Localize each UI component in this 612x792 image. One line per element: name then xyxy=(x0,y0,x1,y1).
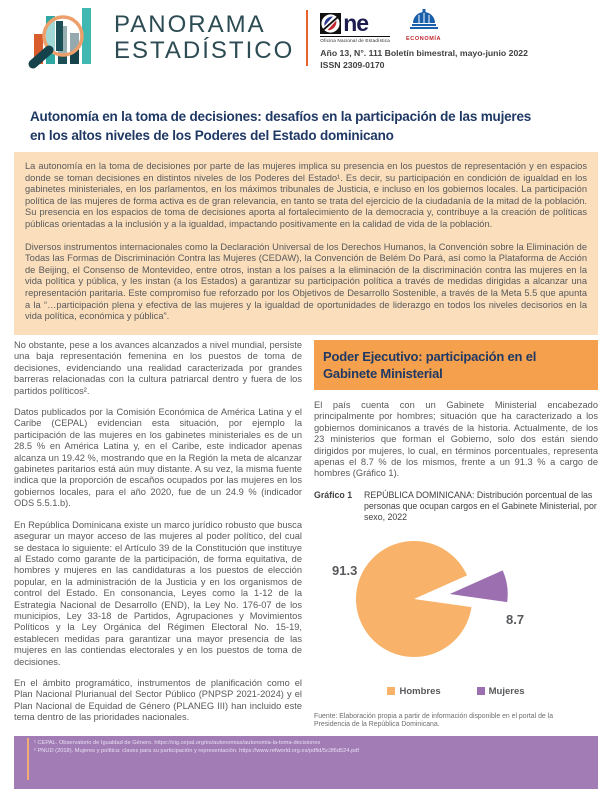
brand-line-2: ESTADÍSTICO xyxy=(114,37,295,64)
pie-chart xyxy=(314,529,598,697)
body-paragraph-2: Datos publicados por la Comisión Económica de América Latina y el Caribe (CEPAL) evidencian esta situación, por ejemplo la participación de las mujeres en los gabinetes ministeriales es de un 28.5 % en América Latina y, en el Caribe, este indicador apenas alcanza un 19.42 %, mostrando que en la Región la meta de alcanzar gabinetes paritarios está aún muy distante. A su vez, la misma fuente indica que la proporción de escaños ocupados por las mujeres en los gobiernos locales, para el año 2020, fue de un 24.9 % (indicador ODS 5.5.1.b). xyxy=(14,407,302,509)
one-caption: Oficina Nacional de Estadística xyxy=(320,37,391,43)
body-paragraph-1: No obstante, pese a los avances alcanzados a nivel mundial, persiste una baja representación femenina en los puestos de toma de decisiones, evidenciando una realidad caracterizada por grandes barreras relacionadas con la cultura patriarcal dentro y fuera de los partidos políticos². xyxy=(14,340,302,396)
pie-chart-canvas xyxy=(314,529,598,677)
legend-item-mujeres xyxy=(477,686,525,697)
figure-source: Fuente: Elaboración propia a partir de información disponible en el portal de la Presidencia de la República Dominicana. xyxy=(314,712,554,729)
publication-info xyxy=(320,7,528,70)
issue-line: Año 13, N°. 111 Boletín bimestral, mayo-junio 2022 xyxy=(320,47,528,58)
footnotes xyxy=(14,736,598,755)
intro-paragraph-2: Diversos instrumentos internacionales como la Declaración Universal de los Derechos Humanos, la Convención sobre la Eliminación de Todas las Formas de Discriminación Contra las Mujeres (CEDAW), la Convención de Belém Do Pará, así como la Plataforma de Acción de Beijing, el Consenso de Montevideo, entre otros, instan a los países a la eliminación de la discriminación contra las mujeres en la vida política y pública, y les instan (a los Estados) a garantizar su participación política a través de medidas dirigidas a alcanzar una representación paritaria. Este compromiso fue reforzado por los Objetivos de Desarrollo Sostenible, a través de la Meta 5.5 que apunta a la “…participación plena y efectiva de las mujeres y la igualdad de oportunidades de liderazgo en todos los niveles decisorios en la vida política, económica y pública”. xyxy=(25,241,587,322)
one-logo xyxy=(320,10,391,43)
executive-body-paragraph: El país cuenta con un Gabinete Ministerial encabezado principalmente por hombres; situación que ha caracterizado a los gobiernos dominicanos a través de la historia. Actualmente, de los 23 ministerios que forman el Gobierno, solo dos están siendo dirigidos por mujeres, lo cual, en términos porcentuales, representa apenas el 8.7 % de los mismos, frente a un 91.3 % a cargo de hombres (Gráfico 1). xyxy=(314,400,598,479)
legend-label-mujeres: Mujeres xyxy=(488,685,525,697)
footnote-2: ² PNUD (2018). Mujeres y política: claves para su participación y representación. https://www.refworld.org.es/pdfid/5c3f6d524.pdf xyxy=(34,747,359,754)
right-column xyxy=(314,340,598,734)
legend-item-hombres xyxy=(387,686,440,697)
one-wordmark: ne xyxy=(343,10,369,36)
intro-highlight-box xyxy=(14,152,598,335)
legend-swatch-hombres-icon xyxy=(387,687,395,695)
article-title: Autonomía en la toma de decisiones: desafíos en la participación de las mujeres en los altos niveles de los Poderes del Estado dominicano xyxy=(30,109,532,143)
footnote-1: ¹ CEPAL. Observatorio de Igualdad de Género. https://oig.cepal.org/es/autonomias/autonomia-la-toma-decisiones xyxy=(34,740,321,746)
economia-dome-icon xyxy=(410,9,438,30)
one-logo-icon xyxy=(320,13,341,34)
left-column xyxy=(14,340,302,734)
page-header xyxy=(26,6,528,70)
body-paragraph-3: En República Dominicana existe un marco jurídico robusto que busca asegurar un mayor acceso de las mujeres al poder político, del cual se destaca lo siguiente: el Artículo 39 de la Constitución que instituye al Estado como garante de la participación, de forma equitativa, de hombres y mujeres en las candidaturas a los puestos de elección popular, en la administración de la Justicia y en los organismos de control del Estado. En consonancia, Leyes como la 1-12 de la Estrategia Nacional de Desarrollo (END), la Ley No. 176-07 de los municipios, Ley 33-18 de Partidos, Agrupaciones y Movimientos Políticos y la Ley Orgánica del Régimen Electoral No. 15-19, establecen medidas para garantizar una mayor presencia de las mujeres en las contiendas electorales y en los puestos de toma de decisiones. xyxy=(14,519,302,667)
figure-title: REPÚBLICA DOMINICANA: Distribución porcentual de las personas que ocupan cargos en el Gabinete Ministerial, por sexo, 2022 xyxy=(364,489,597,522)
header-divider xyxy=(306,10,308,66)
barchart-magnifier-logo-icon xyxy=(26,6,108,70)
footer-band xyxy=(14,736,598,789)
content-columns xyxy=(14,340,598,734)
intro-paragraph-1: La autonomía en la toma de decisiones por parte de las mujeres implica su presencia en los puestos de representación y en espacios donde se toman decisiones en distintos niveles de los Poderes del Estado¹. Es decir, su participación en condición de igualdad en los gabinetes ministeriales, en los parlamentos, en los máximos tribunales de Justicia, e incluso en los gobiernos locales. La participación política de las mujeres de forma activa es de gran relevancia, en tanto se trata del ejercicio de la ciudadanía de la mitad de la población. Su presencia en los espacios de toma de decisiones aporta al fortalecimiento de la democracia y, contribuye a la creación de políticas públicas orientadas a la inclusión y a la igualdad, impactando positivamente en la calidad de vida de la población. xyxy=(25,161,587,229)
figure-caption xyxy=(314,490,598,523)
value-label-hombres: 91.3 xyxy=(332,562,358,578)
figure-label: Gráfico 1 xyxy=(314,489,353,500)
body-paragraph-4: En el ámbito programático, instrumentos de planificación como el Plan Nacional Plurianual del Sector Público (PNPSP 2021-2024) y el Plan Nacional de Equidad de Género (PLANEG III) han incluido este tema dentro de las prioridades nacionales. xyxy=(14,677,302,723)
footer-accent-line xyxy=(27,738,29,780)
issn-line: ISSN 2309-0170 xyxy=(320,59,385,70)
legend-swatch-mujeres-icon xyxy=(477,687,485,695)
economia-logo xyxy=(406,9,441,43)
legend-label-hombres: Hombres xyxy=(399,685,441,697)
chart-legend xyxy=(314,686,598,697)
brand-line-1: PANORAMA xyxy=(114,11,266,38)
section-heading-poder-ejecutivo: Poder Ejecutivo: participación en el Gabinete Ministerial xyxy=(314,340,598,390)
value-label-mujeres: 8.7 xyxy=(506,611,525,627)
pie-slice-hombres xyxy=(356,541,471,657)
brand-title xyxy=(114,12,294,64)
economia-label: ECONOMÍA xyxy=(406,35,442,42)
